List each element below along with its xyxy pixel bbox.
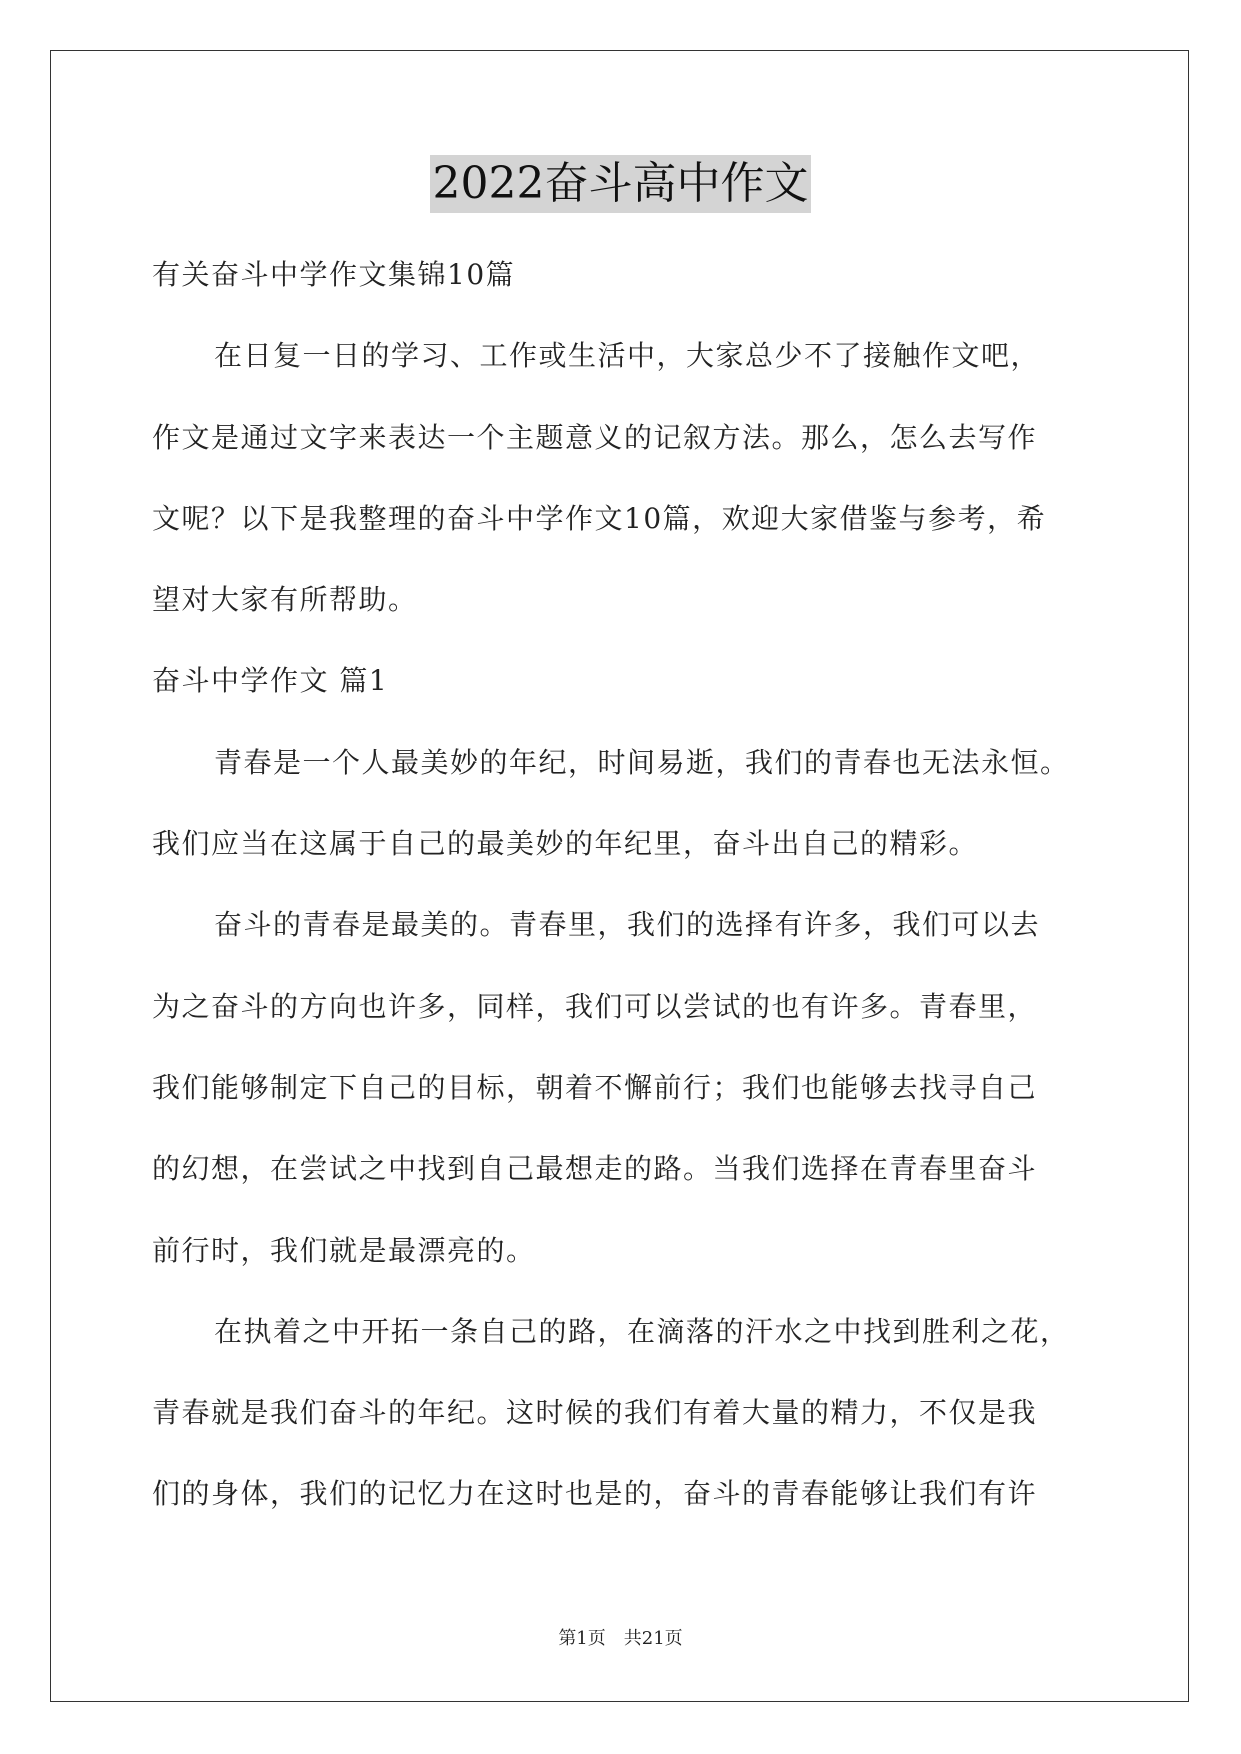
title-container xyxy=(0,155,1241,213)
document-body xyxy=(152,234,1092,1535)
document-title: 2022奋斗高中作文 xyxy=(430,155,812,213)
text-line: 有关奋斗中学作文集锦10篇 xyxy=(152,258,516,291)
text-line: 青春就是我们奋斗的年纪。这时候的我们有着大量的精力，不仅是我 xyxy=(152,1396,1038,1430)
text-line: 望对大家有所帮助。 xyxy=(152,583,418,617)
text-line: 我们应当在这属于自己的最美妙的年纪里，奋斗出自己的精彩。 xyxy=(152,827,979,861)
text-line: 奋斗中学作文 篇1 xyxy=(152,664,389,698)
page-footer: 第1页 共21页 xyxy=(558,1628,683,1649)
text-line: 在执着之中开拓一条自己的路，在滴落的汗水之中找到胜利之花， xyxy=(214,1314,1070,1348)
text-line: 在日复一日的学习、工作或生活中，大家总少不了接触作文吧， xyxy=(214,339,1041,373)
text-line: 为之奋斗的方向也许多，同样，我们可以尝试的也有许多。青春里， xyxy=(152,989,1038,1023)
text-line: 前行时，我们就是最漂亮的。 xyxy=(152,1233,536,1267)
text-line: 我们能够制定下自己的目标，朝着不懈前行；我们也能够去找寻自己 xyxy=(152,1070,1038,1104)
text-line: 奋斗的青春是最美的。青春里，我们的选择有许多，我们可以去 xyxy=(214,908,1041,942)
text-line: 们的身体，我们的记忆力在这时也是的，奋斗的青春能够让我们有许 xyxy=(152,1477,1038,1511)
text-line: 的幻想，在尝试之中找到自己最想走的路。当我们选择在青春里奋斗 xyxy=(152,1152,1038,1186)
text-line: 作文是通过文字来表达一个主题意义的记叙方法。那么，怎么去写作 xyxy=(152,420,1038,454)
text-line: 青春是一个人最美妙的年纪，时间易逝，我们的青春也无法永恒。 xyxy=(214,745,1070,779)
text-line: 文呢？以下是我整理的奋斗中学作文10篇，欢迎大家借鉴与参考，希 xyxy=(152,501,1047,535)
